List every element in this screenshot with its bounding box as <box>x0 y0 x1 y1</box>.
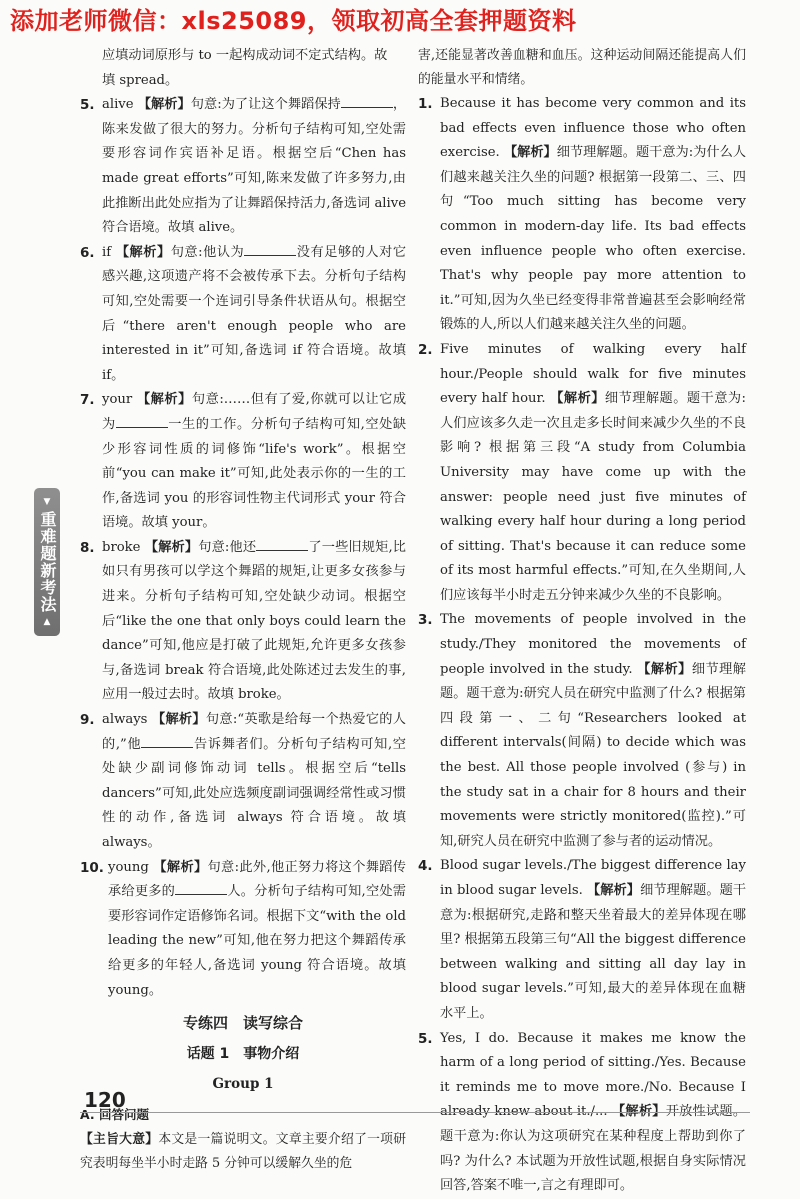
answer-text: Blood sugar levels./The biggest difference lay in blood sugar levels. <box>440 858 746 898</box>
answer-word: if <box>102 244 112 260</box>
blank-line <box>256 536 308 551</box>
item-number: 5. <box>418 1030 433 1047</box>
main-idea-tag: 【主旨大意】 <box>80 1131 159 1147</box>
explanation-part-1: 句意:……但有了爱,你就可以让它成为 <box>102 392 407 432</box>
blank-line <box>341 93 393 108</box>
group-title: Group 1 <box>212 1076 274 1093</box>
explanation-part-2: ，陈来发做了很大的努力。分析句子结构可知,空处需要形容词作宾语补足语。根据空后“Chen has made great efforts”可知,陈来发做了许多努力,由此推断出此处应指为了让舞蹈保持活力,备选词 alive 符合语境。故填 alive。 <box>102 97 407 236</box>
answer-item-6 <box>80 241 406 389</box>
analysis-text: 开放性试题。题干意为:你认为这项研究在某种程度上帮助到你了吗? 为什么? 本试题为开放性试题,根据自身实际情况回答,答案不唯一,言之有理即可。 <box>440 1104 747 1194</box>
topic-title: 话题 1 事物介绍 <box>186 1045 300 1062</box>
answer-item-10 <box>80 856 406 1004</box>
explanation-part-2: 没有足够的人对它感兴趣,这项遗产将不会被传承下去。分析句子结构可知,空处需要一个连词引导条件状语从句。根据空后“there aren't enough people who are interested in it”可知,备选词 if 符合语境。故填 if。 <box>102 244 407 383</box>
item-number: 3. <box>418 612 433 629</box>
item-number: 7. <box>80 392 95 409</box>
analysis-text: 细节理解题。题干意为:研究人员在研究中监测了什么? 根据第四段第一、二句“Researchers looked at different intervals(间隔) to decide which was the best. All those people involved (参与) in the study sat in a chair for 8 hours and their movements were strictly monitored(监控).”可知,研究人员在研究中监测了参与者的运动情况。 <box>440 661 746 849</box>
analysis-tag: 【解析】 <box>136 392 192 408</box>
item-number: 1. <box>418 96 433 112</box>
answer-text: Yes, I do. Because it makes me know the harm of a long period of sitting./Yes. Because it reminds me to move more./No. Because I already knew about it./... <box>440 1030 746 1120</box>
answer-word: young <box>108 859 149 875</box>
analysis-tag: 【解析】 <box>612 1104 666 1120</box>
blank-line <box>244 241 296 256</box>
answer-item-8 <box>80 536 406 708</box>
reading-answer-2 <box>418 338 746 609</box>
explanation-part-1: 句意:他认为 <box>170 244 245 260</box>
answer-word: broke <box>102 539 141 555</box>
answer-item-9 <box>80 708 406 856</box>
intro-line-1: 应填动词原形与 to 一起构成动词不定式结构。故 <box>102 48 388 63</box>
blank-line <box>141 733 193 748</box>
explanation-part-2: 告诉舞者们。分析句子结构可知,空处缺少副词修饰动词 tells。根据空后“tells dancers”可知,此处应选频度副词强调经常性或习惯性的动作,备选词 always 符合语境。故填 always。 <box>102 736 406 850</box>
item-number: 5. <box>80 97 95 114</box>
reading-answer-3 <box>418 608 746 854</box>
promo-banner: 添加老师微信：xls25089，领取初高全套押题资料 <box>10 7 577 35</box>
answer-text: The movements of people involved in the study./They monitored the movements of people involved in the study. <box>440 612 746 677</box>
right-column <box>418 44 746 1199</box>
answer-item-5 <box>80 93 406 241</box>
answer-word: always <box>102 712 148 728</box>
triangle-up-icon: ▲ <box>43 617 51 627</box>
analysis-tag: 【解析】 <box>137 97 191 113</box>
item-number: 9. <box>80 712 95 729</box>
answer-item-7 <box>80 388 406 536</box>
blank-line <box>116 413 168 428</box>
section-title: 专练四 读写综合 <box>182 1014 303 1033</box>
explanation-part-1: 句意:“英歌是给每一个热爱它的人的,”他 <box>102 712 406 752</box>
explanation-part-2: 了一些旧规矩,比如只有男孩可以学这个舞蹈的规矩,让更多女孩参与进来。分析句子结构可知,空处缺少动词。根据空后“like the one that only boys could learn the dance”可知,他应是打破了此规矩,允许更多女孩参与,备选词 break 符合语境,此处陈述过去发生的事,应用一般过去时。故填 broke。 <box>102 539 406 703</box>
intro-line-2: 填 spread。 <box>102 72 179 88</box>
analysis-tag: 【解析】 <box>587 883 641 898</box>
answer-word: alive <box>102 97 134 113</box>
analysis-text: 细节理解题。题干意为:根据研究,走路和整天坐着最大的差异体现在哪里? 根据第五段第三句“All the biggest difference between walking and sitting all day lay in blood sugar levels.”可知,最大的差异体现在血糖水平上。 <box>440 883 747 1021</box>
item-number: 8. <box>80 539 95 556</box>
analysis-text: 细节理解题。题干意为:人们应该多久走一次且走多长时间来减少久坐的不良影响? 根据第三段“A study from Columbia University may have come up with the answer: people need just five minutes of walking every half hour during a long period of sitting. That's because it can reduce some of its most harmful effects.”可知,在久坐期间,人们应该每半小时走五分钟来减少久坐的不良影响。 <box>440 391 746 603</box>
reading-answer-4 <box>418 854 746 1026</box>
left-column <box>80 44 406 1176</box>
intro-continuation <box>80 44 406 93</box>
explanation-part-2: 一生的工作。分析句子结构可知,空处缺少形容词性质的词修饰“life's work”。根据空前“you can make it”可知,此处表示你的一生的工作,备选词 you 的形容词性物主代词形式 your 符合语境。故填 your。 <box>102 416 407 531</box>
analysis-tag: 【解析】 <box>503 145 557 161</box>
analysis-tag: 【解析】 <box>550 391 605 407</box>
analysis-tag: 【解析】 <box>151 712 206 728</box>
analysis-tag: 【解析】 <box>153 859 208 875</box>
explanation-part-1: 句意:他还 <box>198 539 257 555</box>
blank-line <box>175 880 227 895</box>
analysis-tag: 【解析】 <box>115 244 171 260</box>
explanation-part-2: 人。分析句子结构可知,空处需要形容词作定语修饰名词。根据下文“with the old leading the new”可知,他在努力把这个舞蹈传承给更多的年轻人,备选词 young 符合语境。故填 young。 <box>108 884 406 998</box>
item-number: 6. <box>80 244 95 261</box>
answer-text: Five minutes of walking every half hour./People should walk for five minutes every half hour. <box>440 341 746 407</box>
triangle-down-icon: ▼ <box>43 497 51 507</box>
footer-divider <box>80 1112 750 1113</box>
main-idea-continuation: 害,还能显著改善血糖和血压。这种运动间隔还能提高人们的能量水平和情绪。 <box>418 48 746 87</box>
answer-word: your <box>102 392 133 408</box>
main-idea-summary <box>80 1128 406 1176</box>
side-tab-label: 重难题新考法 <box>38 511 57 613</box>
analysis-tag: 【解析】 <box>637 661 692 677</box>
item-number: 2. <box>418 341 433 358</box>
analysis-text: 细节理解题。题干意为:为什么人们越来越关注久坐的问题? 根据第一段第二、三、四句“Too much sitting has become very common in modern-day life. Its bad effects even influence people who often exercise. That's why people pay more attention to it.”可知,因为久坐已经变得非常普遍甚至会影响经常锻炼的人,所以人们越来越关注久坐的问题。 <box>440 145 747 333</box>
item-number: 4. <box>418 858 433 875</box>
page-number: 120 <box>84 1088 126 1112</box>
part-a-heading: A. 回答问题 <box>80 1106 150 1122</box>
item-number: 10. <box>80 859 104 876</box>
reading-answer-1 <box>418 92 746 338</box>
answer-text: Because it has become very common and its bad effects even influence those who often exercise. <box>440 96 746 161</box>
side-chapter-tab <box>34 488 60 636</box>
explanation-part-1: 句意:为了让这个舞蹈保持 <box>190 97 341 113</box>
explanation-part-1: 句意:此外,他正努力将这个舞蹈传承给更多的 <box>108 859 406 900</box>
main-idea-text: 本文是一篇说明文。文章主要介绍了一项研究表明每坐半小时走路 5 分钟可以缓解久坐的危 <box>80 1131 407 1171</box>
analysis-tag: 【解析】 <box>144 539 199 555</box>
